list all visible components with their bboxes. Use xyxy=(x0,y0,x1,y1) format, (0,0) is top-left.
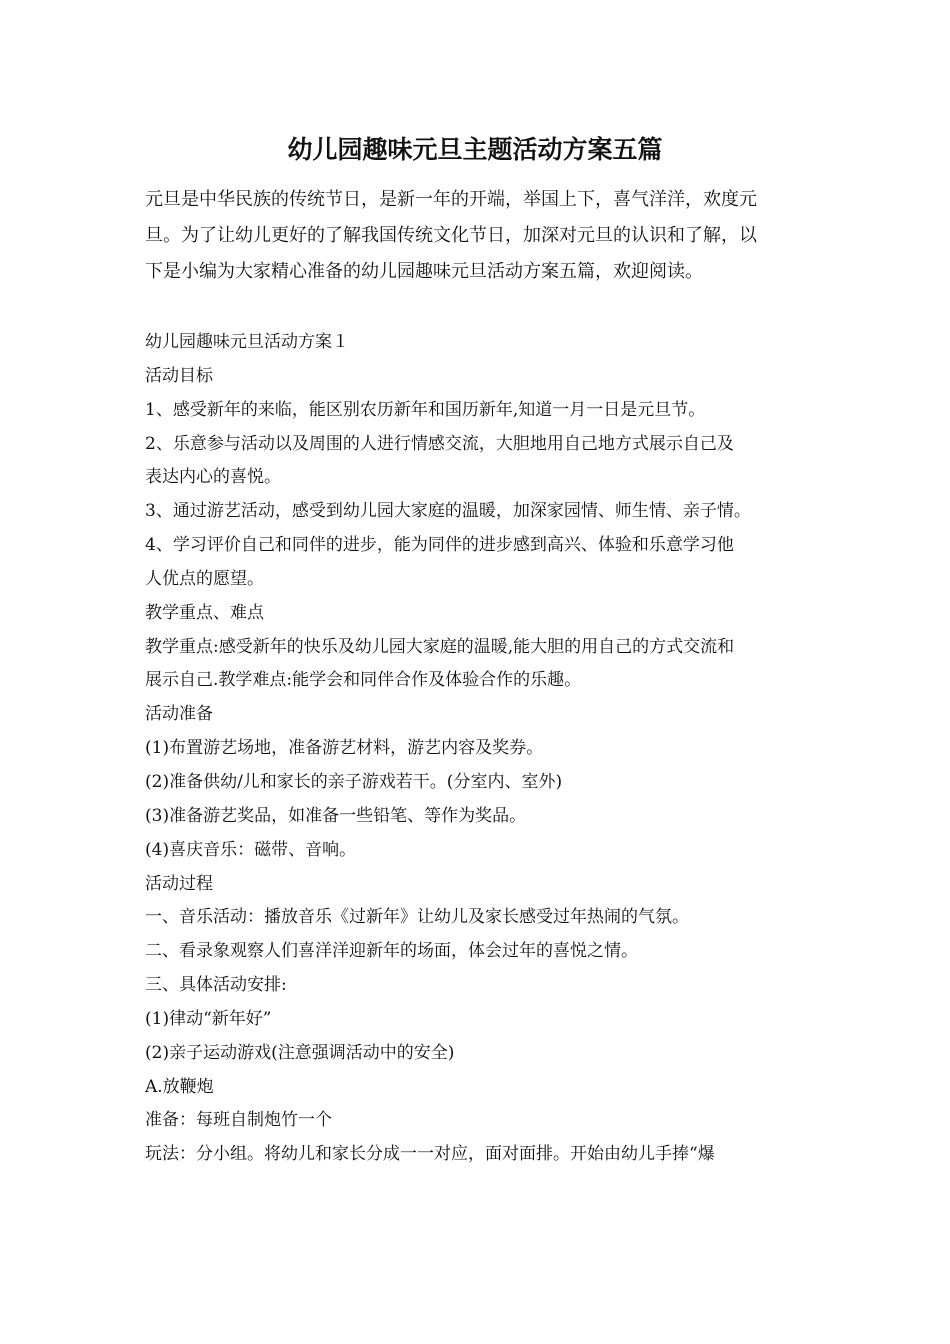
body-line: 3、通过游艺活动，感受到幼儿园大家庭的温暖，加深家园情、师生情、亲子情。 xyxy=(145,501,751,522)
body-line: (1)布置游艺场地，准备游艺材料，游艺内容及奖券。 xyxy=(145,738,544,759)
body-line: A.放鞭炮 xyxy=(145,1076,214,1097)
intro-line: 下是小编为大家精心准备的幼儿园趣味元旦活动方案五篇，欢迎阅读。 xyxy=(145,261,703,282)
document-title: 幼儿园趣味元旦主题活动方案五篇 xyxy=(287,135,663,164)
body-line: 1、感受新年的来临，能区别农历新年和国历新年,知道一月一日是元旦节。 xyxy=(145,399,706,420)
intro-line: 元旦是中华民族的传统节日，是新一年的开端，举国上下，喜气洋洋，欢度元 xyxy=(145,189,757,210)
body-line: (2)准备供幼/儿和家长的亲子游戏若干。(分室内、室外) xyxy=(145,771,563,792)
body-line: (2)亲子运动游戏(注意强调活动中的安全) xyxy=(145,1042,455,1063)
section-heading-plan-1: 幼儿园趣味元旦活动方案１ xyxy=(145,332,349,352)
section-heading-key-points: 教学重点、难点 xyxy=(145,602,264,623)
activity-plan-body xyxy=(145,326,825,1172)
body-line: (3)准备游艺奖品，如准备一些铅笔、等作为奖品。 xyxy=(145,805,527,826)
body-line: 准备：每班自制炮竹一个 xyxy=(145,1110,332,1131)
body-line: 三、具体活动安排: xyxy=(145,975,287,996)
body-line: 表达内心的喜悦。 xyxy=(145,467,281,488)
section-heading-preparation: 活动准备 xyxy=(145,704,213,725)
body-line: (4)喜庆音乐：磁带、音响。 xyxy=(145,839,357,860)
body-line: 一、音乐活动：播放音乐《过新年》让幼儿及家长感受过年热闹的气氛。 xyxy=(145,907,689,928)
body-line: 玩法：分小组。将幼儿和家长分成一一对应，面对面排。开始由幼儿手捧“爆 xyxy=(145,1144,715,1165)
body-line: (1)律动“新年好” xyxy=(145,1008,272,1029)
body-line: 2、乐意参与活动以及周围的人进行情感交流，大胆地用自己地方式展示自己及 xyxy=(145,433,734,454)
section-heading-process: 活动过程 xyxy=(145,873,213,894)
intro-paragraph xyxy=(145,182,817,290)
body-line: 展示自己.教学难点:能学会和同伴合作及体验合作的乐趣。 xyxy=(145,670,582,691)
body-line: 4、学习评价自己和同伴的进步，能为同伴的进步感到高兴、体验和乐意学习他 xyxy=(145,535,734,556)
section-heading-goals: 活动目标 xyxy=(145,365,213,386)
intro-line: 旦。为了让幼儿更好的了解我国传统文化节日，加深对元旦的认识和了解，以 xyxy=(145,225,757,246)
body-line: 人优点的愿望。 xyxy=(145,568,264,589)
body-line: 二、看录象观察人们喜洋洋迎新年的场面，体会过年的喜悦之情。 xyxy=(145,941,638,962)
body-line: 教学重点:感受新年的快乐及幼儿园大家庭的温暖,能大胆的用自己的方式交流和 xyxy=(145,636,735,657)
